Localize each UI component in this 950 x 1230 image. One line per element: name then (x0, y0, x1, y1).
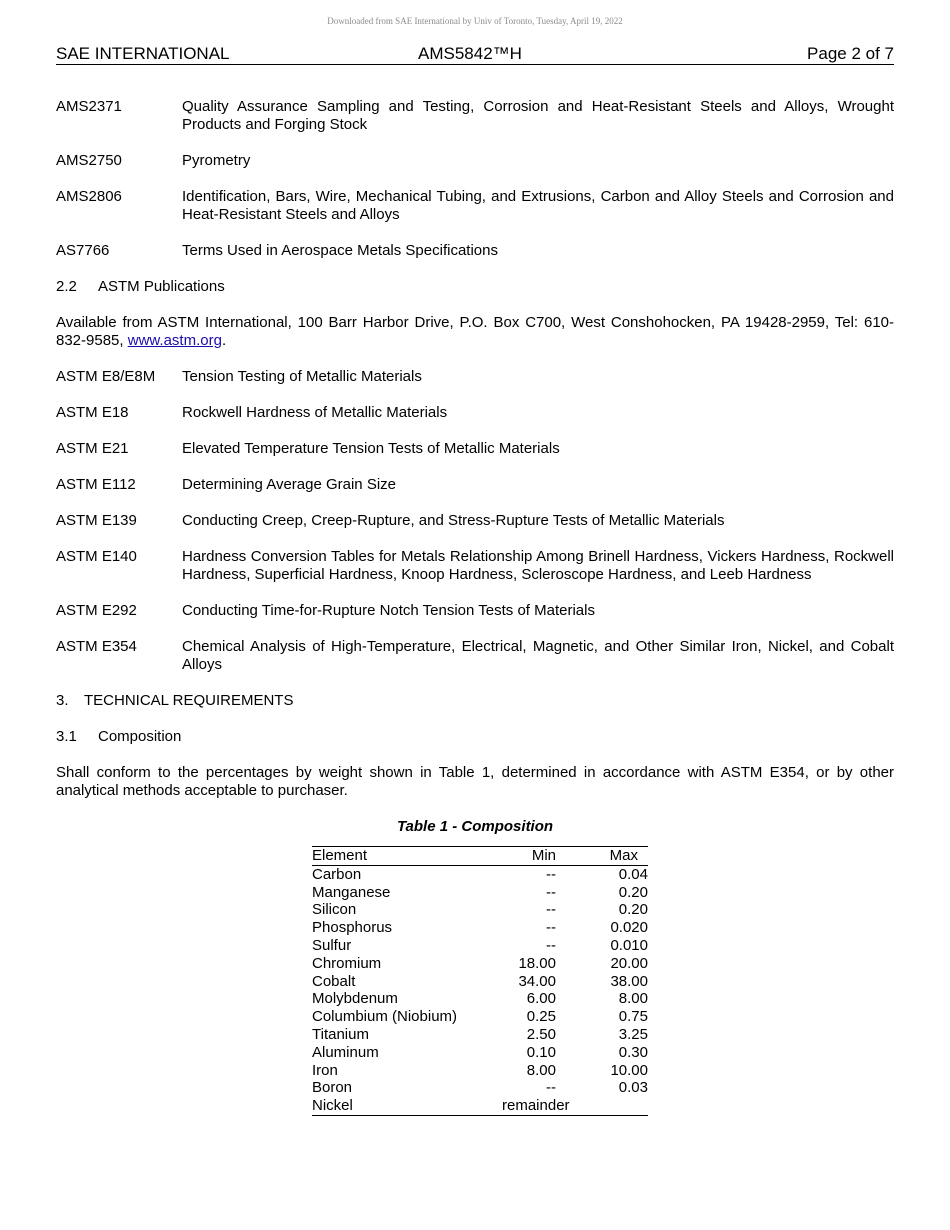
table-row (312, 884, 648, 902)
reference-code: ASTM E140 (56, 548, 137, 565)
composition-paragraph: Shall conform to the percentages by weight shown in Table 1, determined in accordance with ASTM E354, or by other analytical methods acceptable to purchaser. (56, 764, 894, 799)
cell-element: Nickel (312, 1097, 498, 1115)
astm-availability-paragraph (56, 314, 894, 350)
column-header-element: Element (312, 847, 498, 866)
reference-code: ASTM E8/E8M (56, 368, 156, 385)
table-header-row (312, 847, 648, 866)
reference-entry (56, 242, 894, 260)
cell-element: Columbium (Niobium) (312, 1008, 458, 1026)
cell-max: 0.04 (618, 865, 648, 883)
reference-entry (56, 188, 894, 224)
header-page-number: Page 2 of 7 (807, 44, 894, 63)
table-body (312, 865, 648, 1115)
cell-element: Titanium (312, 1025, 369, 1043)
cell-min: 2.50 (526, 1025, 556, 1043)
table-row (312, 1062, 648, 1080)
reference-code: AS7766 (56, 242, 110, 259)
reference-entry (56, 548, 894, 584)
reference-description: Tension Testing of Metallic Materials (182, 368, 422, 385)
table-row (312, 919, 648, 937)
table-row (312, 1079, 648, 1097)
table-row (312, 973, 648, 991)
column-header-max: Max (556, 847, 648, 866)
cell-min: -- (546, 1079, 556, 1097)
cell-min: -- (546, 865, 556, 883)
cell-min: -- (546, 936, 556, 954)
table-row (312, 1026, 648, 1044)
reference-code: ASTM E21 (56, 440, 129, 457)
reference-code: ASTM E139 (56, 512, 137, 529)
cell-element: Silicon (312, 901, 357, 919)
cell-element: Molybdenum (312, 990, 398, 1008)
table-row (312, 955, 648, 973)
cell-max: 20.00 (610, 954, 648, 972)
cell-min: -- (546, 919, 556, 937)
reference-code: ASTM E292 (56, 602, 137, 619)
reference-entry (56, 476, 894, 494)
cell-min: -- (546, 883, 556, 901)
reference-entry (56, 152, 894, 170)
table-row (312, 1097, 648, 1115)
section-number: 3. (56, 692, 69, 709)
cell-min: 0.25 (526, 1008, 556, 1026)
reference-description: Conducting Creep, Creep-Rupture, and Stress-Rupture Tests of Metallic Materials (182, 512, 725, 529)
cell-element: Manganese (312, 883, 391, 901)
reference-entry (56, 98, 894, 134)
cell-element: Phosphorus (312, 919, 393, 937)
header-doc-id: AMS5842™H (418, 44, 522, 63)
reference-code: ASTM E18 (56, 404, 129, 421)
reference-entry (56, 512, 894, 530)
astm-website-link[interactable]: www.astm.org (127, 332, 222, 349)
cell-max: 0.20 (618, 901, 648, 919)
cell-min: 8.00 (526, 1061, 556, 1079)
section-number: 2.2 (56, 278, 77, 295)
reference-description: Rockwell Hardness of Metallic Materials (182, 404, 448, 421)
table-row (312, 865, 648, 883)
reference-entry (56, 440, 894, 458)
reference-description: Conducting Time-for-Rupture Notch Tension Tests of Materials (182, 602, 595, 619)
reference-entry (56, 602, 894, 620)
cell-min: 6.00 (526, 990, 556, 1008)
section-title: ASTM Publications (98, 278, 225, 295)
column-header-min: Min (498, 847, 556, 866)
cell-max: 10.00 (610, 1061, 648, 1079)
reference-description: Pyrometry (182, 152, 251, 169)
cell-max: 0.020 (610, 919, 648, 937)
reference-description: Hardness Conversion Tables for Metals Relationship Among Brinell Hardness, Vickers Hardness, Rockwell Hardness, Superficial Hardness, Knoop Hardness, Scleroscope Hardness, and Leeb Hardness (182, 548, 894, 583)
cell-min: -- (546, 901, 556, 919)
section-title: Composition (98, 728, 182, 745)
reference-code: AMS2750 (56, 152, 122, 169)
section-heading-2-2 (56, 278, 894, 296)
table-row (312, 1044, 648, 1062)
reference-description: Chemical Analysis of High-Temperature, Electrical, Magnetic, and Other Similar Iron, Nickel, and Cobalt Alloys (182, 638, 894, 673)
page-header (56, 44, 894, 65)
page-content (56, 98, 894, 1116)
cell-max: 3.25 (618, 1025, 648, 1043)
section-heading-3-1 (56, 728, 894, 746)
astm-availability-end: . (221, 332, 227, 349)
reference-description: Quality Assurance Sampling and Testing, Corrosion and Heat-Resistant Steels and Alloys, Wrought Products and Forging Stock (182, 98, 894, 133)
header-publisher: SAE INTERNATIONAL (56, 44, 230, 63)
reference-entry (56, 638, 894, 674)
cell-min: 34.00 (518, 972, 556, 990)
reference-code: AMS2806 (56, 188, 122, 205)
table-row (312, 901, 648, 919)
cell-element: Carbon (312, 865, 362, 883)
cell-element: Chromium (312, 954, 382, 972)
cell-element: Boron (312, 1079, 353, 1097)
section-title: TECHNICAL REQUIREMENTS (84, 692, 294, 709)
composition-table (312, 846, 648, 1116)
cell-min: 0.10 (526, 1043, 556, 1061)
reference-entry (56, 404, 894, 422)
reference-description: Determining Average Grain Size (182, 476, 396, 493)
section-number: 3.1 (56, 728, 77, 745)
table-row (312, 990, 648, 1008)
cell-element: Cobalt (312, 972, 356, 990)
reference-entry (56, 368, 894, 386)
reference-code: ASTM E354 (56, 638, 137, 655)
table-row (312, 1008, 648, 1026)
cell-element: Sulfur (312, 936, 352, 954)
cell-min: 18.00 (518, 954, 556, 972)
cell-max: 38.00 (610, 972, 648, 990)
cell-max: 0.30 (618, 1043, 648, 1061)
reference-description: Elevated Temperature Tension Tests of Metallic Materials (182, 440, 560, 457)
reference-code: AMS2371 (56, 98, 122, 115)
cell-element: Aluminum (312, 1043, 379, 1061)
cell-max: 0.03 (618, 1079, 648, 1097)
cell-max: 8.00 (618, 990, 648, 1008)
reference-description: Terms Used in Aerospace Metals Specifications (182, 242, 498, 259)
cell-element: Iron (312, 1061, 338, 1079)
reference-code: ASTM E112 (56, 476, 136, 493)
cell-max: 0.75 (618, 1008, 648, 1026)
table-caption: Table 1 - Composition (396, 818, 554, 835)
download-note: Downloaded from SAE International by Univ of Toronto, Tuesday, April 19, 2022 (327, 16, 623, 26)
section-heading-3 (56, 692, 894, 710)
table-row (312, 937, 648, 955)
astm-availability-text: Available from ASTM International, 100 Barr Harbor Drive, P.O. Box C700, West Conshohocken, PA 19428-2959, Tel: 610-832-9585, (56, 314, 894, 349)
reference-description: Identification, Bars, Wire, Mechanical Tubing, and Extrusions, Carbon and Alloy Steels and Corrosion and Heat-Resistant Steels and Alloys (182, 188, 894, 223)
cell-max: 0.010 (610, 936, 648, 954)
cell-max: 0.20 (618, 883, 648, 901)
cell-remainder: remainder (498, 1097, 648, 1115)
